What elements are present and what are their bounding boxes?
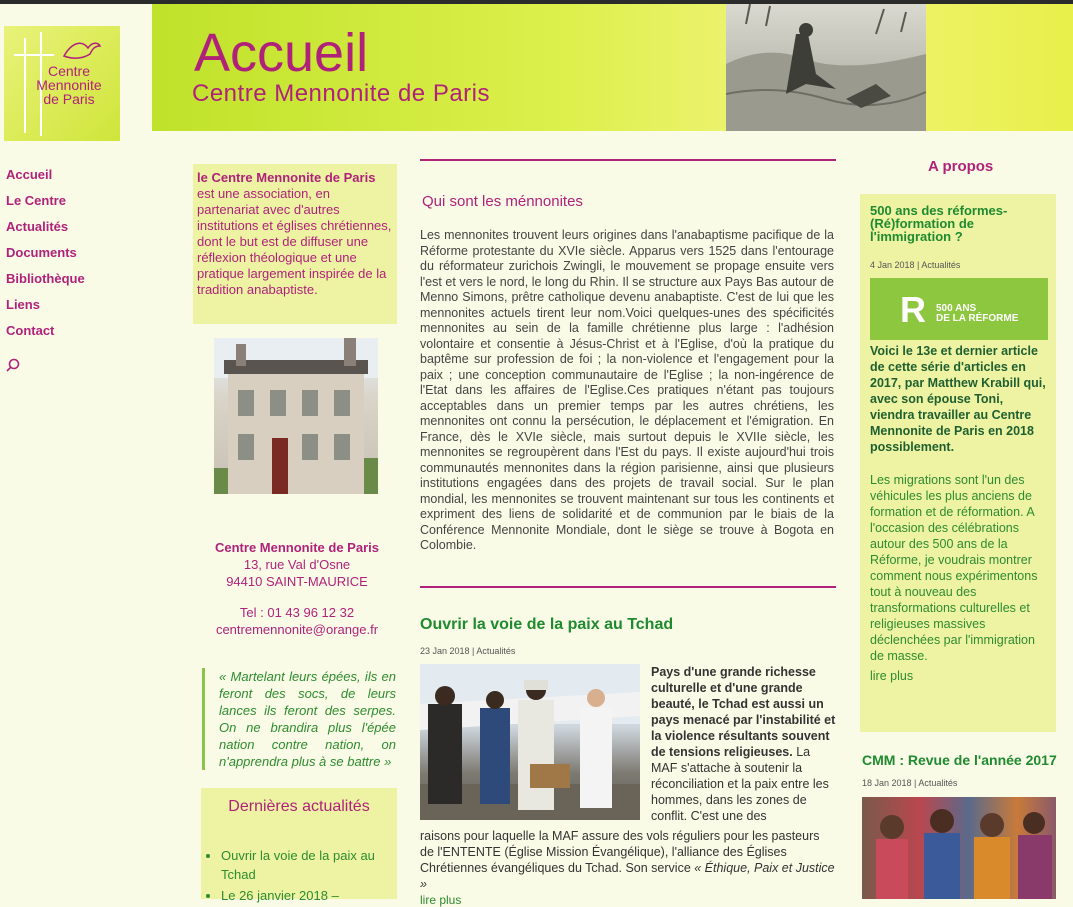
apropos-card [860,194,1056,732]
latest-news-title: Dernières actualités [228,798,370,815]
tchad-lead [651,664,837,824]
nav-actualites[interactable]: Actualités [6,219,69,234]
article-title-cmm[interactable]: CMM : Revue de l'année 2017 [862,752,1057,768]
logo-line [14,54,54,56]
article-title-tchad[interactable]: Ouvrir la voie de la paix au Tchad [420,616,674,633]
logo-text: Centre Mennonite de Paris [36,63,102,107]
nav-bibliotheque[interactable]: Bibliothèque [6,271,85,286]
address-phone: Tel : 01 43 96 12 32 [239,605,355,620]
divider [420,586,836,588]
cmm-photo [862,797,1056,899]
nav-accueil[interactable]: Accueil [6,167,53,182]
card-lead: Voici le 13e et dernier article de cette série d'articles en 2017, par Matthew Krabill qui, avec son épouse Toni, viendra travailler au Centre Mennonite de Paris en 2018 possiblement. [870,344,1046,454]
main-nav [6,162,85,344]
divider [420,159,836,161]
tchad-lead-text: La MAF s'attache à soutenir la réconciliation et la paix entre les hommes, dans les zones de conflit. C'est une des [651,745,829,823]
reforme-image [870,278,1048,340]
reforme-logo-letter: R [900,289,926,330]
site-logo[interactable] [4,26,120,141]
latest-news-item[interactable]: • Ouvrir la voie de la paix au Tchad [221,846,397,884]
article-meta: 23 Jan 2018 | Actualités [420,646,516,656]
search-icon[interactable] [6,358,20,372]
card-title[interactable]: 500 ans des réformes- (Ré)formation de l'immigration ? [870,203,1008,244]
nav-le-centre[interactable]: Le Centre [6,193,66,208]
tchad-lead-bold: Pays d'une grande richesse culturelle et d'une grande beauté, le Tchad est aussi un pays menacé par l'instabilité et la violence résultants souvent de tensions religieuses. [651,665,836,759]
nav-contact[interactable]: Contact [6,323,55,338]
read-more-tchad[interactable]: lire plus [420,893,462,907]
intro-bold: le Centre Mennonite de Paris [197,170,376,185]
nav-liens[interactable]: Liens [6,297,40,312]
tchad-text [420,828,836,892]
who-text: Les mennonites trouvent leurs origines dans l'anabaptisme pacifique de la Réforme protestante du XVIe siècle. Apparus vers 1525 dans l'entourage du réformateur zurichois Zwingli, le mouvement se propage ensuite vers l'est et vers le nord, le long du Rhin. Il se structure aux Pays Bas autour de Menno Simons, prêtre catholique devenu anabaptiste. C'est de lui que les mennonites actuels tirent leur nom.Voici quelques-unes des spécificités mennonites au sein de la famille chrétienne plus large : l'adhésion volontaire et consentie à Jésus-Christ et à l'Eglise, d'où la pratique du baptême sur profession de foi ; la non-violence et l'engagement pour la paix ; une conception communautaire de l'Eglise ; la non-ingérence de l'Etat dans les affaires de l'Eglise.Ces pratiques n'étant pas toujours acceptables dans un premier temps par les autres chrétiens, les mennonites ont connu la persécution, le déplacement et l'émigration. En France, dès le XVIe siècle, mais surtout depuis le XVIIe siècle, les mennonites se regroupèrent dans l'Est du pays. Il existe aujourd'hui trois communautés mennonites dans la région parisienne, ainsi que plusieurs institutions engagées dans des projets de travail social. Sur le plan mondial, les mennonites se trouvent maintenant sur tous les continents et expriment des liens de solidarité et de communion par le biais de la Conférence Mennonite Mondiale, dont le siège se trouve à Bogota en Colombie. [420,228,834,552]
tchad-text-italic: « Éthique, Paix et Justice » [420,861,835,891]
dove-icon [62,38,102,62]
section-title-who: Qui sont les ménnonites [422,193,583,210]
page-title: Accueil [194,23,369,83]
nav-documents[interactable]: Documents [6,245,77,260]
apropos-title: A propos [928,158,994,175]
intro-text: est une association, en partenariat avec d'autres institutions et églises chrétiennes, dont le but est de diffuser une réflexion théologique et une pratique largement inspirée de la tradition anabaptiste. [197,186,392,297]
page-subtitle: Centre Mennonite de Paris [192,80,490,107]
card-body: Les migrations sont l'un des véhicules les plus anciens de formation et de réformation. A l'occasion des célébrations autour des 500 ans de la Réforme, je voudrais montrer comment nous expérimentons tout à nouveau des transformations culturelles et religieuses massives déclenchées par l'immigration de masse. [870,473,1038,663]
address-city: 94410 SAINT-MAURICE [226,574,368,589]
address-block [196,539,398,638]
latest-news-list [201,846,397,905]
tchad-photo [420,664,640,820]
header-banner [152,4,1073,131]
house-photo [214,338,378,494]
latest-news-box [201,788,397,903]
intro-box [193,164,397,324]
address-name: Centre Mennonite de Paris [215,540,379,555]
address-email[interactable]: centremennonite@orange.fr [215,622,379,637]
tchad-text-body: raisons pour laquelle la MAF assure des vols réguliers pour les pasteurs de l'ENTENTE (Église Mission Évangélique), l'alliance des Églises Chrétiennes évangéliques du Tchad. Son service [420,829,820,875]
card-meta: 4 Jan 2018 | Actualités [870,260,961,270]
article-meta-cmm: 18 Jan 2018 | Actualités [862,778,958,788]
bible-quote: « Martelant leurs épées, ils en feront des socs, de leurs lances ils feront des serpes. On ne brandira plus l'épée nation contre nation, on n'apprendra plus à se battre » [202,668,396,770]
address-street: 13, rue Val d'Osne [243,557,351,572]
latest-news-item[interactable]: • Le 26 janvier 2018 – [221,886,397,905]
read-more-reforme[interactable]: lire plus [870,669,914,683]
reforme-logo-text: 500 ANS DE LA RÉFORME [936,303,1019,324]
engraving-image [726,4,926,131]
